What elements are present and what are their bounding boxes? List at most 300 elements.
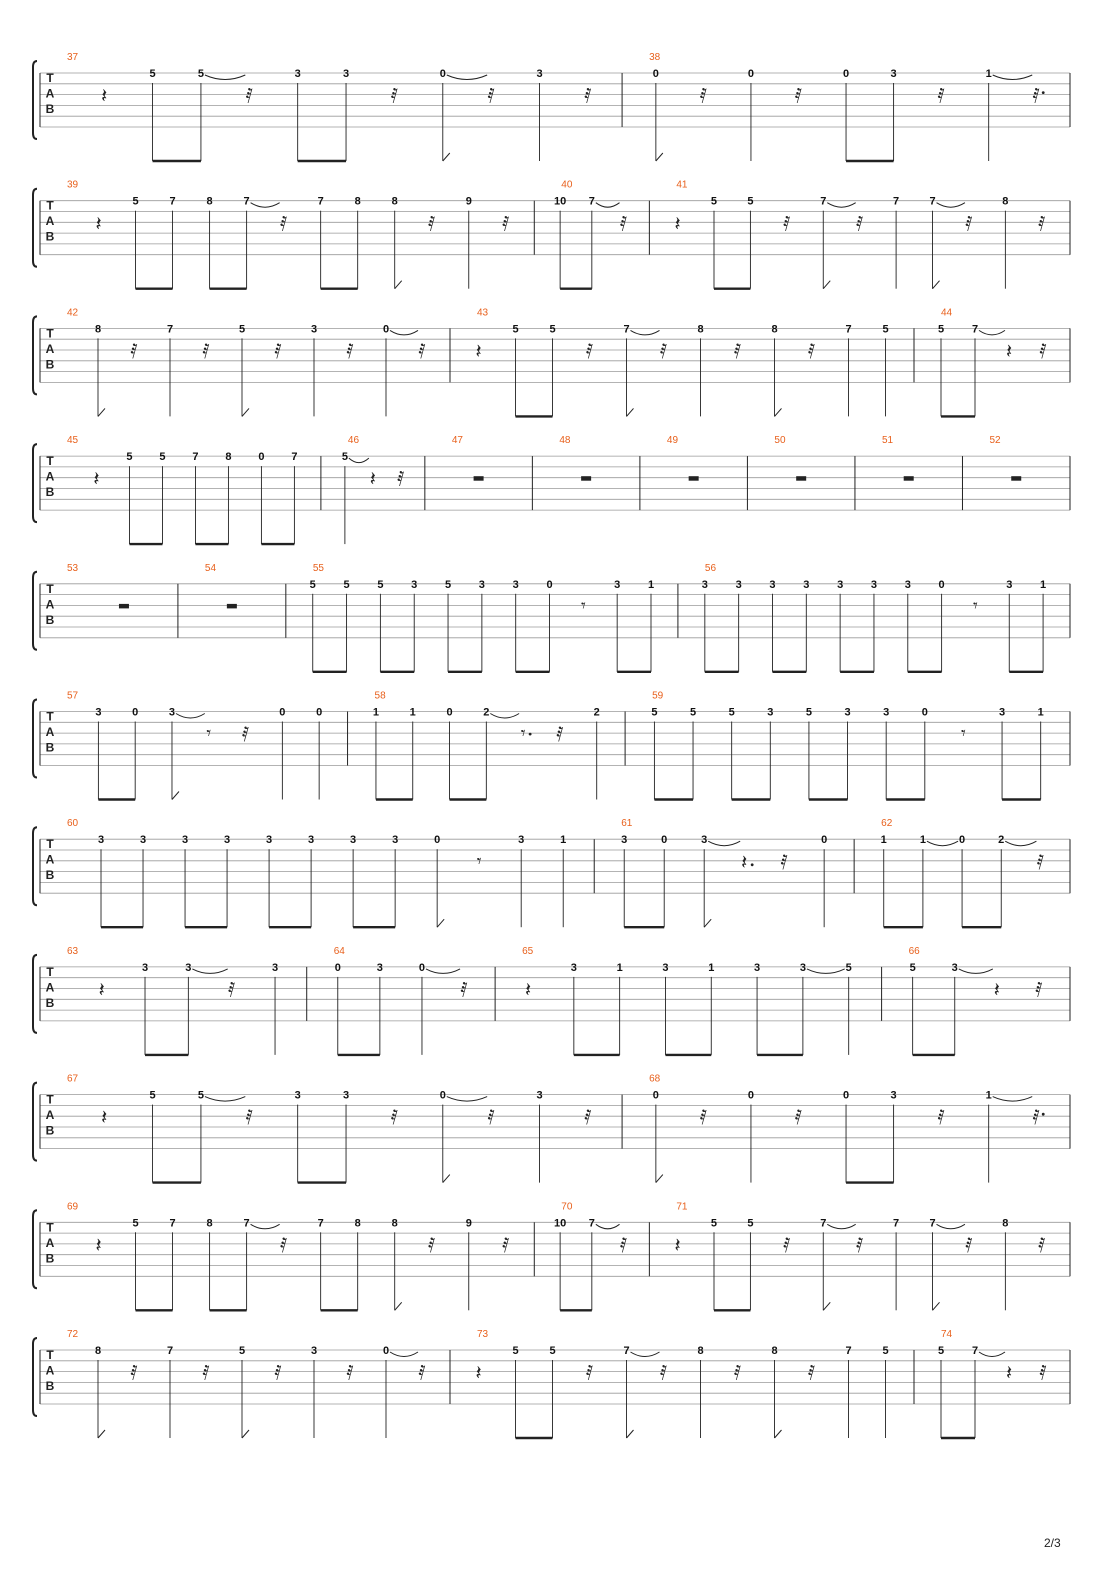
eighth-rest-icon: 𝄾 [206,723,212,745]
measure-number: 41 [676,179,688,191]
quarter-rest-icon: 𝄽 [993,977,1000,1002]
fret-number: 7 [169,1217,176,1230]
fret-number: 1 [372,706,380,719]
fret-number: 5 [512,1345,519,1357]
fret-number: 3 [701,578,708,591]
fret-number: 3 [951,961,958,974]
quarter-rest-icon: 𝄽 [674,1232,681,1257]
fret-number: 3 [411,578,418,591]
fret-number: 2 [998,834,1005,847]
thirty-second-rest-icon: 𝅀 [390,83,399,108]
thirty-second-rest-icon: 𝅀 [428,211,436,236]
fret-number: 3 [392,834,399,847]
fret-number: 7 [893,1217,900,1230]
fret-number: 8 [1002,1217,1009,1230]
fret-number: 0 [661,834,668,847]
tab-clef-letter: B [45,1251,55,1266]
thirty-second-rest-icon: 𝅀 [965,211,973,236]
fret-number: 3 [883,706,890,719]
thirty-second-rest-icon: 𝅀 [1039,339,1047,363]
fret-number: 3 [998,706,1006,719]
tie-arc [447,1097,487,1102]
fret-number: 8 [206,195,213,208]
note-flag [443,153,450,161]
thirty-second-rest-icon: 𝅀 [418,1360,426,1385]
tie-arc [176,714,205,719]
measure-number: 37 [67,52,79,63]
fret-number: 3 [139,834,147,847]
tie-arc [426,969,460,974]
measure-number: 45 [67,435,79,447]
eighth-rest-icon: 𝄾 [580,595,586,617]
note-flag [395,281,402,289]
tie-arc [979,330,1005,335]
thirty-second-rest-icon: 𝅀 [659,1360,668,1385]
fret-number: 0 [258,451,265,464]
fret-number: 5 [882,1345,889,1357]
tie-arc [447,75,487,80]
tab-clef-letter: A [45,86,55,101]
tie-arc [807,969,845,974]
thirty-second-rest-icon: 𝅀 [1035,977,1043,1002]
system-bracket [33,444,37,522]
tie-arc [827,1224,855,1229]
fret-number: 1 [647,578,655,591]
note-flag [172,792,179,800]
note-flag [823,1302,830,1310]
fret-number: 5 [377,578,384,591]
tab-clef-letter: A [45,469,55,484]
quarter-rest-icon: 𝄽 [475,339,482,363]
note-flag [823,281,830,289]
fret-number: 0 [439,68,446,80]
measure-number: 70 [561,1201,573,1213]
thirty-second-rest-icon: 𝅀 [585,1360,594,1385]
thirty-second-rest-icon: 𝅀 [428,1232,436,1257]
eighth-rest-icon: 𝄾 [973,595,978,617]
thirty-second-rest-icon: 𝅀 [502,211,510,236]
thirty-second-rest-icon: 𝅀 [584,83,592,108]
fret-number: 7 [317,1217,324,1230]
fret-number: 1 [919,834,926,847]
measure-number: 56 [704,562,717,574]
tie-arc [251,1224,280,1229]
fret-number: 3 [890,68,897,80]
fret-number: 9 [465,1217,472,1230]
system-bracket [33,189,37,267]
tie-arc [959,969,993,974]
tab-clef-letter: T [46,837,54,852]
fret-number: 5 [512,323,519,336]
fret-number: 5 [149,68,156,80]
fret-number: 8 [94,323,102,336]
fret-number: 3 [701,834,708,847]
fret-number: 8 [225,451,232,464]
fret-number: 0 [382,1345,390,1357]
measure-number: 62 [881,818,893,830]
fret-number: 3 [310,323,318,336]
fret-number: 5 [444,578,452,591]
fret-number: 3 [271,961,279,974]
fret-number: 8 [771,323,778,336]
tab-clef-letter: T [46,1220,54,1235]
thirty-second-rest-icon: 𝅀 [937,83,945,108]
tab-clef-letter: T [46,581,54,596]
tab-clef-letter: A [45,597,55,612]
note-flag [98,408,105,416]
fret-number: 3 [621,834,628,847]
note-flag [437,919,444,927]
fret-number: 5 [651,706,658,719]
measure-number: 69 [67,1201,79,1213]
thirty-second-rest-icon: 𝅀 [1038,1232,1046,1257]
fret-number: 5 [728,706,735,719]
note-flag [775,408,782,416]
thirty-second-rest-icon: 𝅀 [619,1232,628,1257]
thirty-second-rest-icon: 𝅀 [228,977,236,1002]
fret-number: 3 [769,578,776,591]
fret-number: 7 [166,1345,174,1357]
fret-number: 3 [536,1089,543,1102]
measure-number: 61 [621,818,633,830]
fret-number: 3 [181,834,189,847]
thirty-second-rest-icon: 𝅀 [487,83,495,108]
fret-number: 0 [652,68,659,80]
fret-number: 0 [439,1089,446,1102]
thirty-second-rest-icon: 𝅀 [780,849,788,874]
tab-clef-letter: B [45,612,55,627]
fret-number: 2 [593,706,600,719]
fret-number: 5 [343,578,350,591]
tie-arc [927,841,958,846]
half-rest-icon [119,604,129,609]
measure-number: 43 [477,307,489,319]
fret-number: 5 [132,1217,139,1230]
half-rest-icon [1011,476,1021,481]
tab-clef-letter: B [45,102,55,116]
tab-clef-letter: A [45,214,55,229]
tab-clef-letter: B [45,229,55,244]
measure-number: 57 [67,690,79,702]
fret-number: 0 [279,706,286,719]
thirty-second-rest-icon: 𝅀 [245,1105,253,1130]
fret-number: 7 [588,195,595,208]
fret-number: 5 [549,1345,556,1357]
measure-number: 53 [67,562,79,574]
fret-number: 3 [512,578,519,591]
thirty-second-rest-icon: 𝅀 [279,1232,288,1257]
note-flag [775,1430,782,1438]
quarter-rest-icon: 𝄽 [1005,1360,1013,1385]
tab-clef-letter: T [46,1348,54,1362]
thirty-second-rest-icon: 𝅀 [502,1232,510,1257]
thirty-second-rest-icon: 𝅀 [619,211,628,236]
thirty-second-rest-icon: 𝅀 [346,339,354,363]
measure-number: 47 [451,435,463,447]
fret-number: 7 [929,195,936,208]
system-bracket [33,955,37,1033]
quarter-rest-icon: 𝄽 [101,1105,108,1130]
fret-number: 0 [842,68,850,80]
fret-number: 3 [95,706,102,719]
fret-number: 0 [334,961,341,974]
fret-number: 5 [149,1089,156,1102]
fret-number: 7 [169,195,176,208]
note-flag [627,1430,634,1438]
fret-number: 8 [1002,195,1009,208]
measure-number: 65 [522,945,534,957]
note-flag [242,408,249,416]
fret-number: 0 [842,1089,850,1102]
fret-number: 3 [844,706,851,719]
system-bracket [33,1210,37,1288]
half-rest-icon [227,604,237,609]
measure-number: 74 [941,1329,953,1340]
fret-number: 0 [446,706,453,719]
measure-number: 42 [67,307,79,319]
measure-number: 64 [333,945,345,957]
fret-number: 10 [554,195,567,208]
tie-arc [596,203,620,208]
fret-number: 5 [341,451,348,464]
quarter-rest-icon: 𝄽 [1005,339,1013,363]
page-number: 2/3 [1044,1536,1061,1550]
measure-number: 44 [941,307,953,319]
fret-number: 1 [409,706,416,719]
fret-number: 5 [909,961,916,974]
fret-number: 3 [342,1089,350,1102]
fret-number: 5 [238,323,246,336]
tie-arc [937,1224,965,1229]
fret-number: 5 [747,195,754,208]
thirty-second-rest-icon: 𝅀 [659,339,668,363]
measure-number: 63 [67,945,79,957]
tie-arc [490,714,519,719]
note-flag [242,1430,249,1438]
fret-number: 3 [536,68,543,80]
thirty-second-rest-icon: 𝅀 [733,1360,742,1385]
fret-number: 5 [689,706,697,719]
thirty-second-rest-icon: 𝅀 [130,1360,138,1385]
thirty-second-rest-icon: 𝅀 [1039,1360,1047,1385]
note-flag [933,1302,940,1310]
tab-clef-letter: B [45,1123,55,1138]
tab-clef-letter: B [45,995,55,1010]
system-bracket [33,827,37,905]
eighth-rest-icon: 𝄾 [961,723,966,745]
measure-number: 40 [561,179,573,191]
fret-number: 2 [483,706,490,719]
thirty-second-rest-icon: 𝅀 [487,1105,495,1130]
fret-number: 3 [803,578,810,591]
fret-number: 5 [937,1345,945,1357]
note-flag [395,1302,402,1310]
tab-clef-letter: T [46,1092,54,1107]
thirty-second-rest-icon: 𝅀 [699,83,708,108]
thirty-second-rest-icon: 𝅀 [807,1360,816,1385]
tab-clef-letter: A [45,341,55,356]
tie-arc [205,1097,245,1102]
measure-number: 60 [67,818,79,830]
system-bracket [33,316,37,394]
thirty-second-rest-icon: 𝅀 [1032,1105,1040,1130]
fret-number: 5 [238,1345,246,1357]
fret-number: 8 [391,195,398,208]
eighth-rest-icon: 𝄾 [476,850,482,872]
fret-number: 5 [845,961,852,974]
thirty-second-rest-icon: 𝅀 [274,339,282,363]
fret-number: 8 [697,323,704,336]
fret-number: 5 [197,1089,204,1102]
fret-number: 7 [971,1345,979,1357]
fret-number: 8 [354,195,361,208]
quarter-rest-icon: 𝄽 [369,466,376,491]
system-bracket [33,61,37,139]
thirty-second-rest-icon: 𝅀 [699,1105,708,1130]
thirty-second-rest-icon: 𝅀 [783,1232,791,1257]
fret-number: 3 [754,961,761,974]
rest-dot-icon [529,733,532,736]
measure-number: 59 [652,690,664,702]
fret-number: 8 [771,1345,778,1357]
measure-number: 55 [312,562,324,574]
thirty-second-rest-icon: 𝅀 [397,466,405,491]
measure-number: 72 [67,1329,79,1340]
tab-clef-letter: T [46,709,54,724]
measure-number: 67 [67,1073,79,1085]
rest-dot-icon [1042,91,1045,94]
fret-number: 5 [197,68,204,80]
fret-number: 3 [767,706,774,719]
thirty-second-rest-icon: 𝅀 [274,1360,282,1385]
fret-number: 7 [166,323,174,336]
fret-number: 7 [243,195,250,208]
system-bracket [33,572,37,650]
tab-clef-letter: A [45,1235,55,1250]
note-flag [443,1175,450,1183]
fret-number: 7 [243,1217,250,1230]
fret-number: 5 [132,195,139,208]
fret-number: 3 [308,834,315,847]
thirty-second-rest-icon: 𝅀 [733,339,742,363]
thirty-second-rest-icon: 𝅀 [794,83,803,108]
fret-number: 0 [316,706,323,719]
tab-clef-letter: A [45,1363,55,1378]
system-bracket [33,700,37,778]
thirty-second-rest-icon: 𝅀 [855,211,864,236]
note-flag [627,408,634,416]
fret-number: 1 [616,961,623,974]
fret-number: 8 [94,1345,102,1357]
fret-number: 3 [141,961,149,974]
fret-number: 3 [904,578,911,591]
thirty-second-rest-icon: 𝅀 [965,1232,973,1257]
tie-arc [993,1097,1033,1102]
measure-number: 49 [666,435,679,447]
fret-number: 8 [697,1345,704,1357]
measure-number: 46 [347,435,360,447]
tab-clef-letter: T [46,454,54,469]
fret-number: 5 [882,323,889,336]
fret-number: 5 [549,323,556,336]
system-bracket [33,1338,37,1416]
fret-number: 0 [938,578,945,591]
fret-number: 3 [870,578,878,591]
fret-number: 3 [168,706,176,719]
quarter-rest-icon: 𝄽 [475,1360,482,1385]
measure-number: 73 [477,1329,489,1340]
fret-number: 3 [1006,578,1013,591]
fret-number: 7 [820,195,827,208]
tie-arc [205,75,245,80]
fret-number: 7 [893,195,900,208]
quarter-rest-icon: 𝄽 [98,977,105,1002]
fret-number: 7 [845,323,852,336]
thirty-second-rest-icon: 𝅀 [241,722,250,747]
fret-number: 3 [735,578,742,591]
fret-number: 3 [662,961,669,974]
fret-number: 5 [159,451,166,464]
tab-clef-letter: T [46,964,54,979]
tab-clef-letter: B [45,1379,55,1393]
fret-number: 3 [294,68,301,80]
measure-number: 66 [908,945,920,957]
measure-number: 39 [67,179,79,191]
fret-number: 7 [192,451,199,464]
fret-number: 8 [391,1217,398,1230]
quarter-rest-icon: 𝄽 [674,211,681,236]
thirty-second-rest-icon: 𝅀 [807,339,816,363]
note-flag [933,281,940,289]
fret-number: 7 [588,1217,595,1230]
thirty-second-rest-icon: 𝅀 [202,1360,210,1385]
tab-clef-letter: B [45,357,55,372]
measure-number: 50 [774,435,786,447]
tab-clef-letter: B [45,868,55,883]
tie-arc [631,1352,660,1357]
tie-arc [631,330,660,335]
measure-number: 68 [649,1073,661,1085]
fret-number: 8 [206,1217,213,1230]
eighth-rest-icon: 𝄾 [520,723,526,745]
fret-number: 7 [820,1217,827,1230]
tab-clef-letter: B [45,485,55,500]
fret-number: 3 [185,961,192,974]
fret-number: 3 [837,578,844,591]
measure-number: 54 [204,562,217,574]
quarter-rest-icon: 𝄽 [95,211,102,236]
fret-number: 1 [560,834,567,847]
fret-number: 3 [570,961,577,974]
fret-number: 7 [845,1345,852,1357]
thirty-second-rest-icon: 𝅀 [584,1105,592,1130]
thirty-second-rest-icon: 𝅀 [460,977,468,1002]
fret-number: 0 [434,834,441,847]
fret-number: 5 [937,323,945,336]
thirty-second-rest-icon: 𝅀 [794,1105,803,1130]
tie-arc [390,1352,418,1357]
thirty-second-rest-icon: 𝅀 [418,339,426,363]
fret-number: 1 [1037,706,1044,719]
thirty-second-rest-icon: 𝅀 [783,211,791,236]
fret-number: 7 [929,1217,936,1230]
fret-number: 3 [310,1345,318,1357]
note-flag [704,919,711,927]
fret-number: 7 [971,323,979,336]
thirty-second-rest-icon: 𝅀 [279,211,288,236]
tab-clef-letter: B [45,740,55,755]
fret-number: 3 [614,578,621,591]
